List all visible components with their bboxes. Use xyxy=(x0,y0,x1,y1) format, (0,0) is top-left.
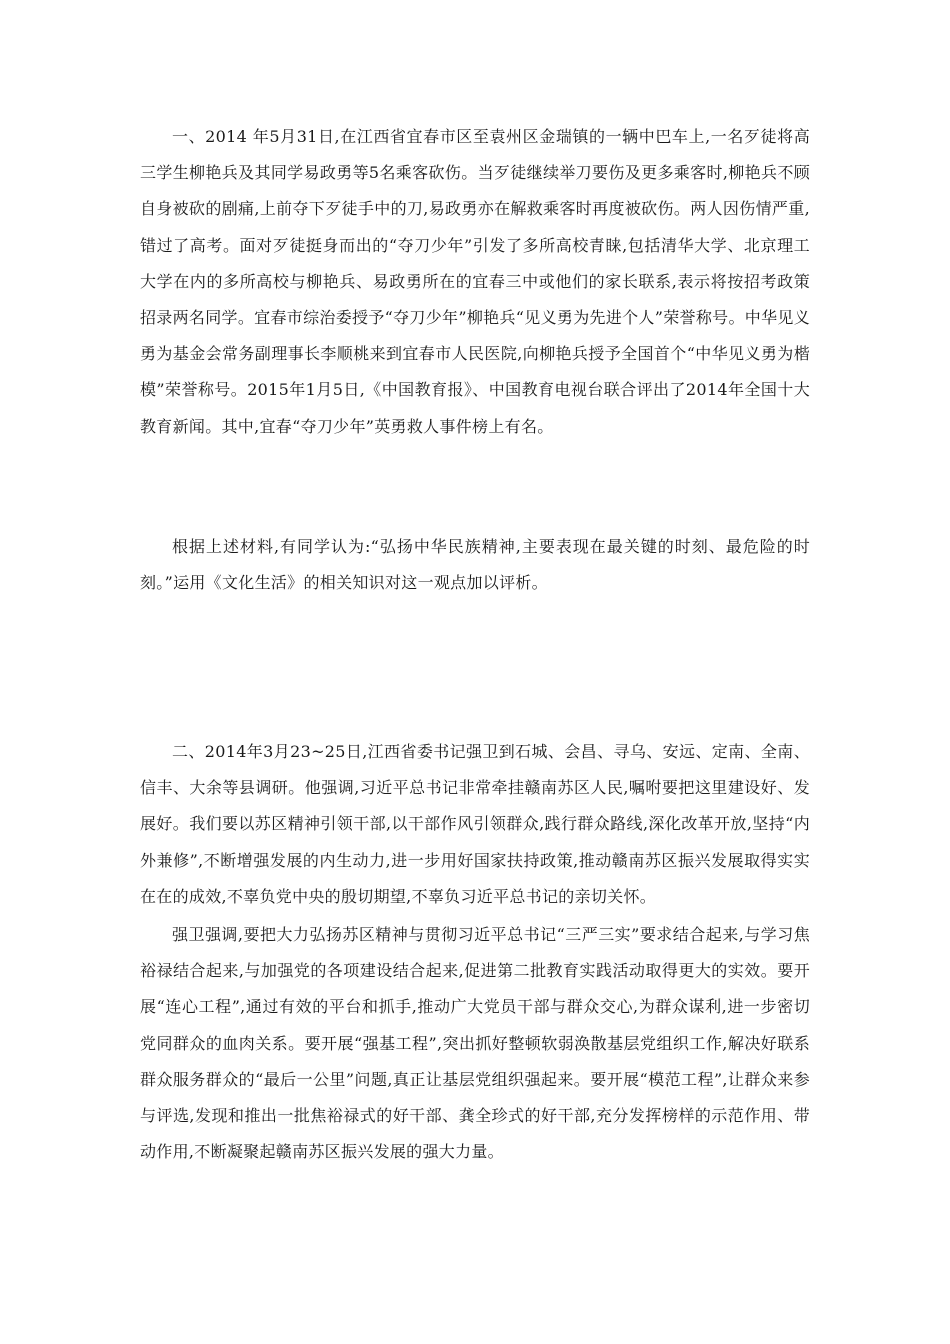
question-1-prompt: 根据上述材料,有同学认为:“弘扬中华民族精神,主要表现在最关键的时刻、最危险的时刻。”运用《文化生活》的相关知识对这一观点加以评析。 xyxy=(140,537,810,593)
question-2-paragraph-2: 强卫强调,要把大力弘扬苏区精神与贯彻习近平总书记“三严三实”要求结合起来,与学习焦裕禄结合起来,与加强党的各项建设结合起来,促进第二批教育实践活动取得更大的实效。要开展“连心工程”,通过有效的平台和抓手,推动广大党员干部与群众交心,为群众谋利,进一步密切党同群众的血肉关系。要开展“强基工程”,突出抓好整顿软弱涣散基层党组织工作,解决好联系群众服务群众的“最后一公里”问题,真正让基层党组织强起来。要开展“模范工程”,让群众来参与评选,发现和推出一批焦裕禄式的好干部、龚全珍式的好干部,充分发挥榜样的示范作用、带动作用,不断凝聚起赣南苏区振兴发展的强大力量。 xyxy=(140,925,810,1162)
question-2-paragraph-1: 二、2014年3月23~25日,江西省委书记强卫到石城、会昌、寻乌、安远、定南、全南、信丰、大余等县调研。他强调,习近平总书记非常牵挂赣南苏区人民,嘱咐要把这里建设好、发展好。我们要以苏区精神引领干部,以干部作风引领群众,践行群众路线,深化改革开放,坚持“内外兼修”,不断增强发展的内生动力,进一步用好国家扶持政策,推动赣南苏区振兴发展取得实实在在的成效,不辜负党中央的殷切期望,不辜负习近平总书记的亲切关怀。 xyxy=(140,742,810,906)
question-1-material: 一、2014 年5月31日,在江西省宜春市区至袁州区金瑞镇的一辆中巴车上,一名歹徒将高三学生柳艳兵及其同学易政勇等5名乘客砍伤。当歹徒继续举刀要伤及更多乘客时,柳艳兵不顾自身被砍的剧痛,上前夺下歹徒手中的刀,易政勇亦在解救乘客时再度被砍伤。两人因伤情严重,错过了高考。面对歹徒挺身而出的“夺刀少年”引发了多所高校青睐,包括清华大学、北京理工大学在内的多所高校与柳艳兵、易政勇所在的宜春三中或他们的家长联系,表示将按招考政策招录两名同学。宜春市综治委授予“夺刀少年”柳艳兵“见义勇为先进个人”荣誉称号。中华见义勇为基金会常务副理事长李顺桃来到宜春市人民医院,向柳艳兵授予全国首个“中华见义勇为楷模”荣誉称号。2015年1月5日,《中国教育报》、中国教育电视台联合评出了2014年全国十大教育新闻。其中,宜春“夺刀少年”英勇救人事件榜上有名。 xyxy=(140,127,810,436)
